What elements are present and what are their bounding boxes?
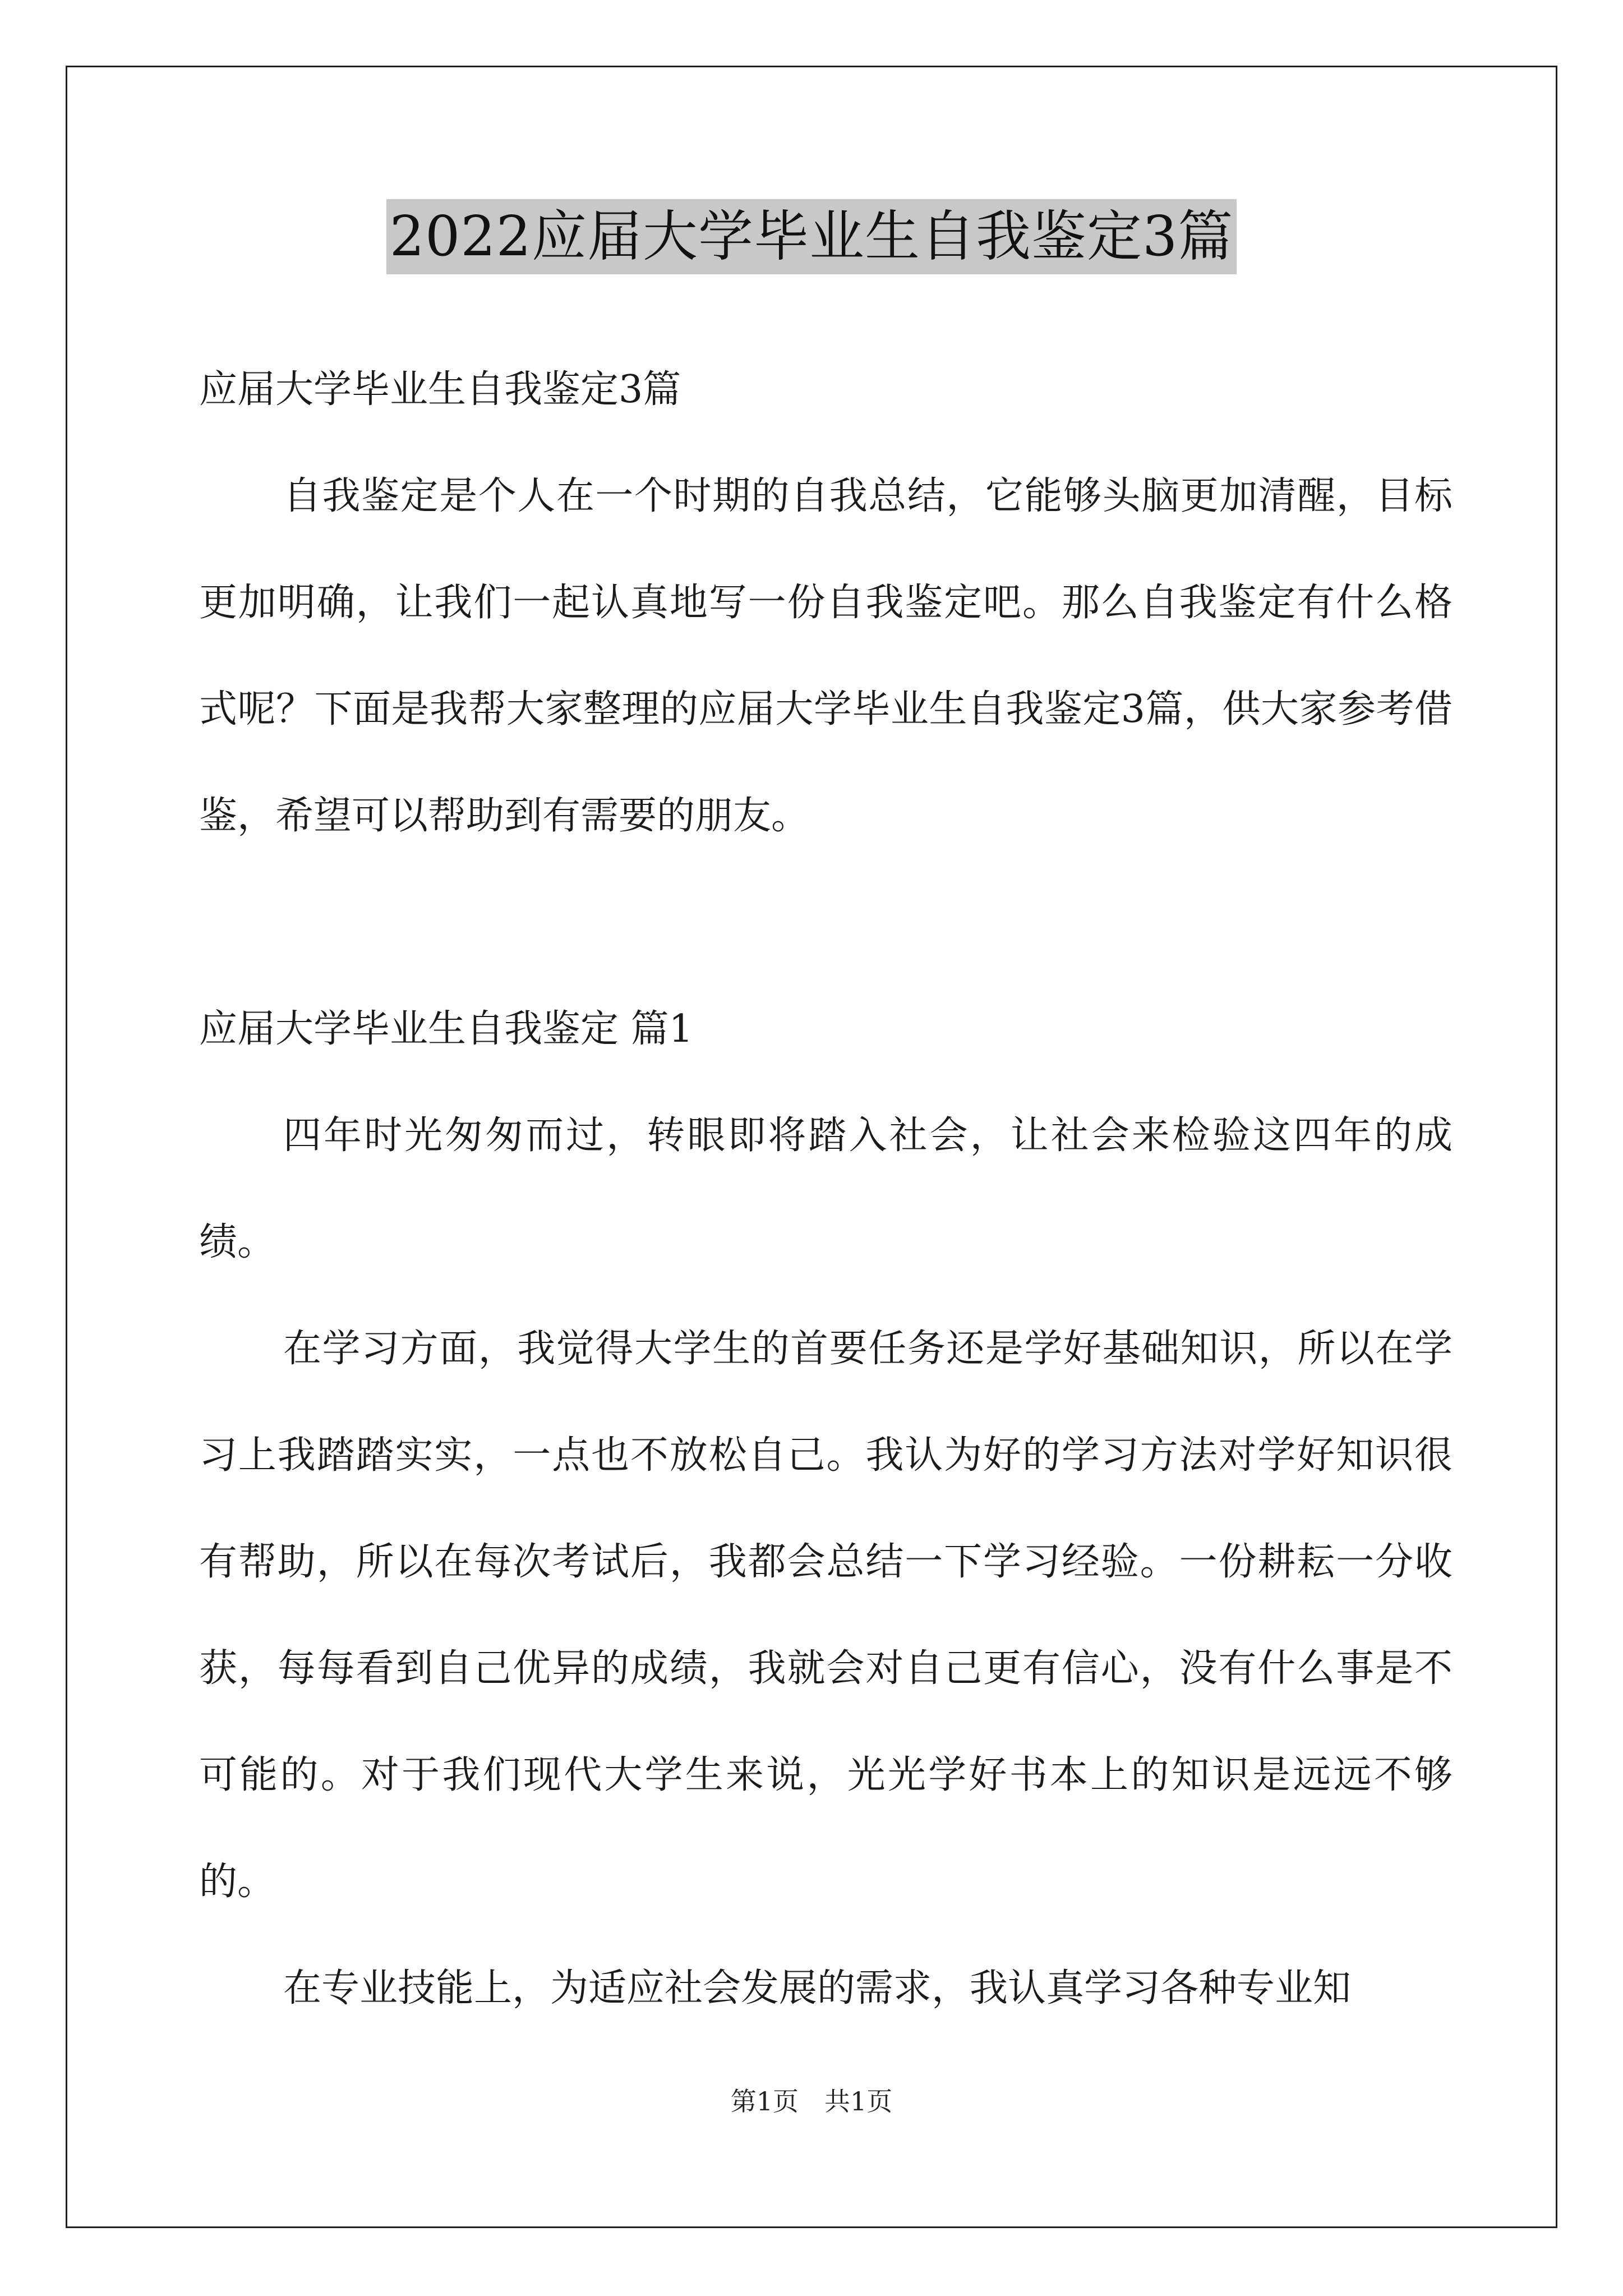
page-number: 第1页	[730, 2086, 799, 2116]
intro-paragraph: 自我鉴定是个人在一个时期的自我总结，它能够头脑更加清醒，目标更加明确，让我们一起认真地写一份自我鉴定吧。那么自我鉴定有什么格式呢？下面是我帮大家整理的应届大学毕业生自我鉴定3篇，供大家参考借鉴，希望可以帮助到有需要的朋友。	[199, 474, 1453, 838]
document-body	[199, 337, 1453, 2042]
title-container	[0, 199, 1623, 274]
section-heading: 应届大学毕业生自我鉴定 篇1	[199, 1007, 693, 1051]
body-paragraph: 在学习方面，我觉得大学生的首要任务还是学好基础知识，所以在学习上我踏踏实实，一点也不放松自己。我认为好的学习方法对学好知识很有帮助，所以在每次考试后，我都会总结一下学习经验。一份耕耘一分收获，每每看到自己优异的成绩，我就会对自己更有信心，没有什么事是不可能的。对于我们现代大学生来说，光光学好书本上的知识是远远不够的。	[199, 1327, 1453, 1904]
document-subtitle: 应届大学毕业生自我鉴定3篇	[199, 367, 681, 412]
page-footer	[0, 2081, 1623, 2118]
body-paragraph: 四年时光匆匆而过，转眼即将踏入社会，让社会来检验这四年的成绩。	[199, 1114, 1453, 1264]
page-total: 共1页	[824, 2086, 893, 2116]
body-paragraph: 在专业技能上，为适应社会发展的需求，我认真学习各种专业知	[283, 1966, 1352, 2010]
section-spacer	[199, 869, 1453, 976]
document-title: 2022应届大学毕业生自我鉴定3篇	[386, 199, 1237, 274]
